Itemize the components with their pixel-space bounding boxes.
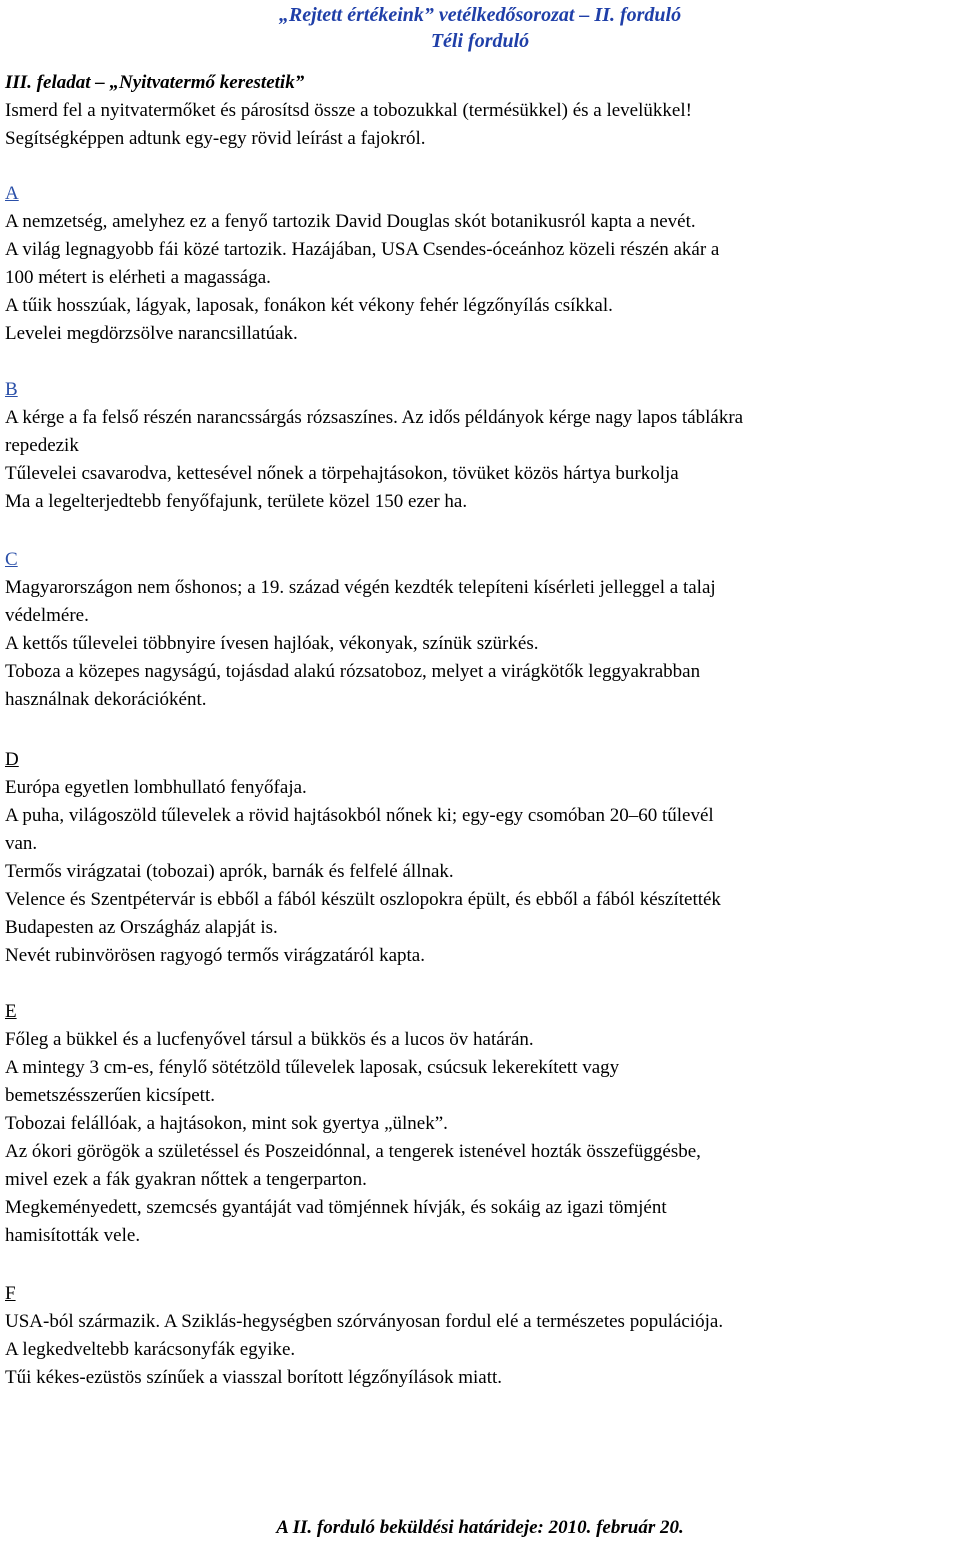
section-line: védelmére. [5,605,89,626]
deadline-footer: A II. forduló beküldési határideje: 2010. február 20. [276,1517,684,1538]
section-line: A tűik hosszúak, lágyak, laposak, fonákon két vékony fehér légzőnyílás csíkkal. [5,295,613,316]
section-line: A kérge a fa felső részén narancssárgás rózsaszínes. Az idős példányok kérge nagy lapos táblákra [5,407,744,428]
section-line: bemetszésszerűen kicsípett. [5,1085,215,1106]
section-line: Európa egyetlen lombhullató fenyőfaja. [5,777,307,798]
section-line: Tobozai felállóak, a hajtásokon, mint sok gyertya „ülnek”. [5,1113,448,1134]
section-line: Főleg a bükkel és a lucfenyővel társul a bükkös és a lucos öv határán. [5,1029,534,1050]
section-line: 100 métert is elérheti a magassága. [5,267,271,288]
section-line: USA-ból származik. A Sziklás-hegységben szórványosan fordul elé a természetes populációja. [5,1311,724,1332]
section-line: Levelei megdörzsölve narancsillatúak. [5,323,298,344]
section-line: A mintegy 3 cm-es, fénylő sötétzöld tűlevelek laposak, csúcsuk lekerekített vagy [5,1057,620,1078]
section-line: A nemzetség, amelyhez ez a fenyő tartozik David Douglas skót botanikusról kapta a nevét. [5,211,696,232]
section-line: Ma a legelterjedtebb fenyőfajunk, területe közel 150 ezer ha. [5,491,468,512]
section-line: Velence és Szentpétervár is ebből a fából készült oszlopokra épült, és ebből a fából készítették [5,889,721,910]
section-letter: F [5,1283,16,1304]
task-intro [5,97,955,153]
section-letter: B [5,379,18,400]
section-line: A kettős tűlevelei többnyire ívesen hajlóak, vékonyak, színük szürkés. [5,633,539,654]
section-line: Megkeményedett, szemcsés gyantáját vad tömjénnek hívják, és sokáig az igazi tömjént [5,1197,667,1218]
section-e [5,998,957,1250]
section-line: Toboza a közepes nagyságú, tojásdad alakú rózsatoboz, melyet a virágkötők leggyakrabban [5,661,701,682]
section-a [5,180,957,348]
section-line: Nevét rubinvörösen ragyogó termős virágzatáról kapta. [5,945,425,966]
section-c [5,546,957,714]
task-title: III. feladat – „Nyitvatermő kerestetik” [5,72,305,93]
section-line: A világ legnagyobb fái közé tartozik. Hazájában, USA Csendes-óceánhoz közeli részén akár a [5,239,720,260]
section-line: mivel ezek a fák gyakran nőttek a tengerparton. [5,1169,367,1190]
section-line: hamisították vele. [5,1225,141,1246]
section-line: Az ókori görögök a születéssel és Poszeidónnal, a tengerek istenével hozták összefüggésbe, [5,1141,701,1162]
section-line: Termős virágzatai (tobozai) aprók, barnák és felfelé állnak. [5,861,454,882]
section-line: Budapesten az Országház alapját is. [5,917,278,938]
section-line: A legkedveltebb karácsonyfák egyike. [5,1339,296,1360]
section-line: van. [5,833,38,854]
page-header [0,2,960,54]
section-line: repedezik [5,435,79,456]
section-letter: E [5,1001,17,1022]
section-line: használnak dekorációként. [5,689,207,710]
intro-line: Segítségképpen adtunk egy-egy rövid leírást a fajokról. [5,128,426,149]
section-d [5,746,957,970]
section-line: Tűi kékes-ezüstös színűek a viasszal borított légzőnyílások miatt. [5,1367,503,1388]
section-line: Tűlevelei csavarodva, kettesével nőnek a törpehajtásokon, tövüket közös hártya burkolja [5,463,679,484]
intro-line: Ismerd fel a nyitvatermőket és párosítsd össze a tobozukkal (termésükkel) és a levelükkel! [5,100,692,121]
section-letter: C [5,549,18,570]
header-subtitle: Téli forduló [430,30,530,52]
section-letter: A [5,183,19,204]
section-line: Magyarországon nem őshonos; a 19. század végén kezdték telepíteni kísérleti jelleggel a talaj [5,577,716,598]
header-title: „Rejtett értékeink” vetélkedősorozat – II. forduló [278,4,682,26]
section-b [5,376,957,516]
section-letter: D [5,749,19,770]
section-f [5,1280,957,1392]
section-line: A puha, világoszöld tűlevelek a rövid hajtásokból nőnek ki; egy-egy csomóban 20–60 tűlevél [5,805,714,826]
